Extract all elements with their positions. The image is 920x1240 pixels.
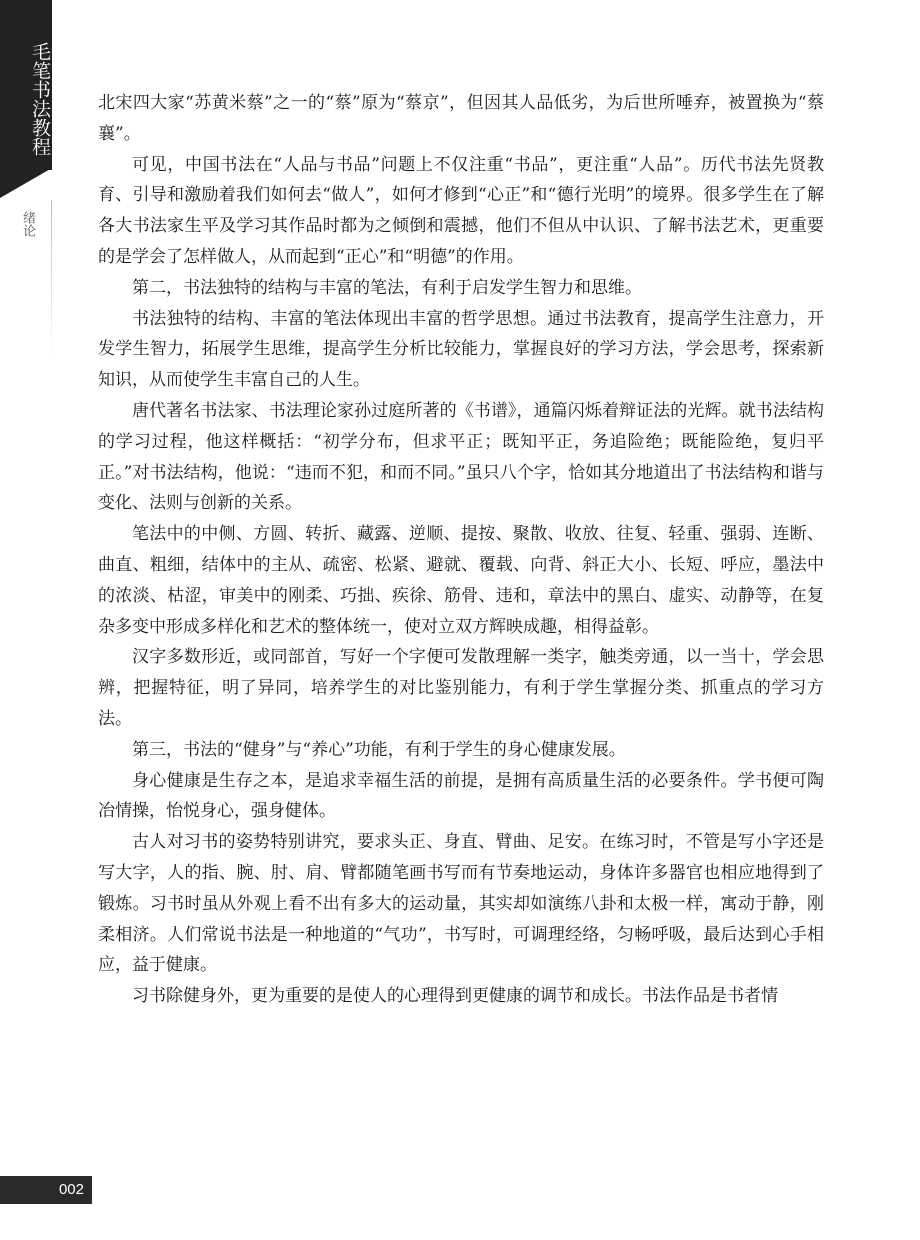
paragraph: 可见，中国书法在“人品与书品”问题上不仅注重“书品”，更注重“人品”。历代书法先贤教育、引导和激励着我们如何去“做人”，如何才修到“心正”和“德行光明”的境界。很多学生在了解各大书法家生平及学习其作品时都为之倾倒和震撼，他们不但从中认识、了解书法艺术，更重要的是学会了怎样做人，从而起到“正心”和“明德”的作用。 bbox=[98, 154, 824, 267]
paragraph: 第二，书法独特的结构与丰富的笔法，有利于启发学生智力和思维。 bbox=[132, 277, 642, 298]
body-text bbox=[98, 88, 824, 1012]
paragraph: 笔法中的中侧、方圆、转折、藏露、逆顺、提按、聚散、收放、往复、轻重、强弱、连断、曲直、粗细，结体中的主从、疏密、松紧、避就、覆载、向背、斜正大小、长短、呼应，墨法中的浓淡、枯涩，审美中的刚柔、巧拙、疾徐、筋骨、违和，章法中的黑白、虚实、动静等，在复杂多变中形成多样化和艺术的整体统一，使对立双方辉映成趣，相得益彰。 bbox=[98, 524, 824, 637]
paragraph: 第三，书法的“健身”与“养心”功能，有利于学生的身心健康发展。 bbox=[132, 739, 626, 760]
margin-divider bbox=[51, 200, 52, 360]
paragraph: 书法独特的结构、丰富的笔法体现出丰富的哲学思想。通过书法教育，提高学生注意力，开发学生智力，拓展学生思维，提高学生分析比较能力，掌握良好的学习方法，学会思考，探索新知识，从而使学生丰富自己的人生。 bbox=[98, 308, 824, 391]
paragraph: 古人对习书的姿势特别讲究，要求头正、身直、臂曲、足安。在练习时，不管是写小字还是写大字，人的指、腕、肘、肩、臂都随笔画书写而有节奏地运动，身体许多器官也相应地得到了锻炼。习书时虽从外观上看不出有多大的运动量，其实却如演练八卦和太极一样，寓动于静，刚柔相济。人们常说书法是一种地道的“气功”，书写时，可调理经络，匀畅呼吸，最后达到心手相应，益于健康。 bbox=[98, 832, 824, 976]
paragraph: 身心健康是生存之本，是追求幸福生活的前提，是拥有高质量生活的必要条件。学书便可陶冶情操，怡悦身心，强身健体。 bbox=[98, 770, 824, 822]
page-number: 002 bbox=[0, 1176, 92, 1204]
paragraph: 唐代著名书法家、书法理论家孙过庭所著的《书谱》，通篇闪烁着辩证法的光辉。就书法结构的学习过程，他这样概括：“初学分布，但求平正；既知平正，务追险绝；既能险绝，复归平正。”对书法结构，他说：“违而不犯，和而不同。”虽只八个字，恰如其分地道出了书法结构和谐与变化、法则与创新的关系。 bbox=[98, 400, 824, 514]
book-title: 毛笔书法教程 bbox=[29, 42, 51, 156]
chapter-label: 绪论 bbox=[20, 211, 35, 237]
paragraph: 汉字多数形近，或同部首，写好一个字便可发散理解一类字，触类旁通，以一当十，学会思辨，把握特征，明了异同，培养学生的对比鉴别能力，有利于学生掌握分类、抓重点的学习方法。 bbox=[98, 647, 824, 729]
paragraph: 北宋四大家“苏黄米蔡”之一的“蔡”原为“蔡京”，但因其人品低劣，为后世所唾弃，被置换为“蔡襄”。 bbox=[98, 93, 824, 144]
paragraph: 习书除健身外，更为重要的是使人的心理得到更健康的调节和成长。书法作品是书者情 bbox=[132, 986, 778, 1007]
